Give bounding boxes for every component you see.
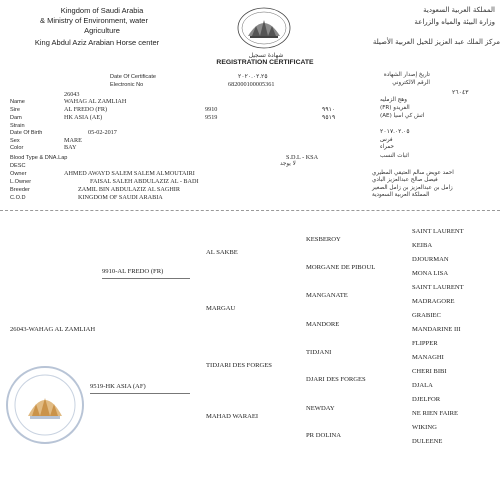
name-ar: وهج الزمليه <box>380 97 407 103</box>
lowner-label: L.Owner <box>10 179 32 185</box>
pedigree-dd: MAHAD WARAEI <box>206 413 259 420</box>
strain-label: Strain <box>10 123 25 129</box>
electronic-no-label-ar: الرقم الالكتروني <box>392 80 430 86</box>
pedigree-sss: KESBEROY <box>306 236 341 243</box>
lowner-value: FAISAL SALEH ABDULAZIZ AL - BADI <box>90 178 199 185</box>
dam-value: HK ASIA (AE) <box>64 114 103 121</box>
cod-ar: المملكة العربية السعودية <box>372 192 430 198</box>
breeder-label: Breeder <box>10 187 30 193</box>
color-ar: حمراء <box>380 144 394 150</box>
pedigree-line <box>102 278 190 279</box>
pedigree-ss: AL SAKBE <box>206 249 238 256</box>
pedigree-g4: DJELFOR <box>412 396 441 403</box>
pedigree-ds: TIDJARI DES FORGES <box>206 362 272 369</box>
header-en-line3: Agriculture <box>84 26 120 35</box>
sex-label: Sex <box>10 138 20 144</box>
pedigree-g4: DULEENE <box>412 438 443 445</box>
electronic-no-label: Electronic No <box>110 82 144 88</box>
blood-type-label: Blood Type & DNA.Lap <box>10 155 68 161</box>
regno-ar: ٢٦٠٤٣ <box>452 89 469 96</box>
pedigree-g4: MANDARINE III <box>412 326 461 333</box>
sex-value: MARE <box>64 137 82 144</box>
sire-no: 9910 <box>205 106 218 113</box>
sire-label: Sire <box>10 107 20 113</box>
pedigree-g4: GRABIEC <box>412 312 441 319</box>
sire-ar: الفريدو (FR) <box>380 105 410 111</box>
lowner-ar: فيصل صالح عبدالعزيز البادي <box>372 177 438 183</box>
pedigree-sire: 9910-AL FREDO (FR) <box>102 268 164 275</box>
header-en-line1: Kingdom of Saudi Arabia <box>60 6 144 15</box>
pedigree-sdd: MANDORE <box>306 321 340 328</box>
header-en-line2: & Ministry of Environment, water <box>40 16 148 25</box>
pedigree-g4: NE RIEN FAIRE <box>412 410 459 417</box>
pedigree-g4: WIKING <box>412 424 437 431</box>
pedigree-dss: TIDJANI <box>306 349 332 356</box>
date-of-certificate-label-ar: تاريخ إصدار الشهادة <box>383 72 430 78</box>
pedigree-g4: DJALA <box>412 382 433 389</box>
regno-value: 26043 <box>64 91 80 98</box>
pedigree-dsd: DJARI DES FORGES <box>306 376 366 383</box>
header-ar-line3: مركز الملك عبد العزيز للخيل العربية الأصيلة <box>372 38 500 46</box>
pedigree-ssd: MORGANE DE PIBOUL <box>306 264 376 271</box>
pedigree-sds: MANGANATE <box>306 292 348 299</box>
pedigree-g4: SAINT LAURENT <box>412 228 464 235</box>
pedigree-g4: FLIPPER <box>412 340 438 347</box>
header-en-line4: King Abdul Aziz Arabian Horse center <box>34 38 160 47</box>
pedigree-g4: DJOURMAN <box>412 256 449 263</box>
dam-no-ar: ٩٥١٩ <box>322 114 336 121</box>
pedigree-dam: 9519-HK ASIA (AF) <box>90 383 146 390</box>
dam-label: Dam <box>10 115 22 121</box>
pedigree-ddd: PR DOLINA <box>306 432 341 439</box>
owner-ar: احمد عويض سالم العتيقي المطيري <box>372 170 454 176</box>
desc-label: DESC <box>10 163 26 169</box>
pedigree-g4: MANAGHI <box>412 354 444 361</box>
pedigree-g4: SAINT LAURENT <box>412 284 464 291</box>
pedigree-dds: NEWDAY <box>306 405 335 412</box>
breeder-ar: زامل بن عبدالعزيز بن زامل الصغير <box>372 185 453 191</box>
cod-value: KINGDOM OF SAUDI ARABIA <box>78 194 163 201</box>
dob-label: Date Of Birth <box>10 130 43 136</box>
official-seal <box>4 364 86 446</box>
sire-no-ar: ٩٩١٠ <box>322 106 336 113</box>
header-ar-line2: وزارة البيئة والمياه والزراعة <box>414 18 495 26</box>
pedigree-horse: 26043-WAHAG AL ZAMLIAH <box>10 326 96 333</box>
desc-value: لا يوجد <box>280 161 296 167</box>
cert-title-ar: شهادة تسجيل <box>248 52 284 59</box>
dam-ar: اتش كي اسيا (AE) <box>380 113 425 119</box>
ministry-logo <box>234 6 294 50</box>
blood-type-value: S.D.L - KSA <box>286 154 319 161</box>
date-of-certificate-label: Date Of Certificate <box>110 74 157 80</box>
sex-ar: فرس <box>380 137 393 143</box>
pedigree-g4: MADRAGORE <box>412 298 455 305</box>
dob-value: 05-02-2017 <box>88 129 117 136</box>
cod-label: C.O.D <box>10 195 26 201</box>
blood-ar: اثبات النسب <box>380 153 409 159</box>
date-of-certificate-value: ٢٠٢٠.٠٢.٢٥ <box>238 73 268 80</box>
pedigree-g4: KEIBA <box>412 242 433 249</box>
pedigree-sd: MARGAU <box>206 305 236 312</box>
cert-title-en: REGISTRATION CERTIFICATE <box>216 59 314 66</box>
breeder-value: ZAMIL BIN ABDULAZIZ AL SAGHIR <box>78 186 180 193</box>
sire-value: AL FREDO (FR) <box>64 106 108 113</box>
section-divider <box>0 210 500 211</box>
owner-label: Owner <box>10 171 27 177</box>
pedigree-g4: MONA LISA <box>412 270 449 277</box>
name-value: WAHAG AL ZAMLIAH <box>64 98 127 105</box>
pedigree-g4: CHERI BIBI <box>412 368 447 375</box>
color-value: BAY <box>64 144 77 151</box>
dob-ar: ٢٠١٧.٠٢.٠٥ <box>380 128 410 135</box>
name-label: Name <box>10 99 25 105</box>
pedigree-line <box>90 393 190 394</box>
header-ar-line1: المملكة العربية السعودية <box>423 6 495 14</box>
dam-no: 9519 <box>205 114 218 121</box>
color-label: Color <box>10 145 24 151</box>
owner-value: AHMED AWAYD SALEM SALEM ALMOUTAIRI <box>64 170 195 177</box>
electronic-no-value: 682000100005361 <box>228 81 275 88</box>
